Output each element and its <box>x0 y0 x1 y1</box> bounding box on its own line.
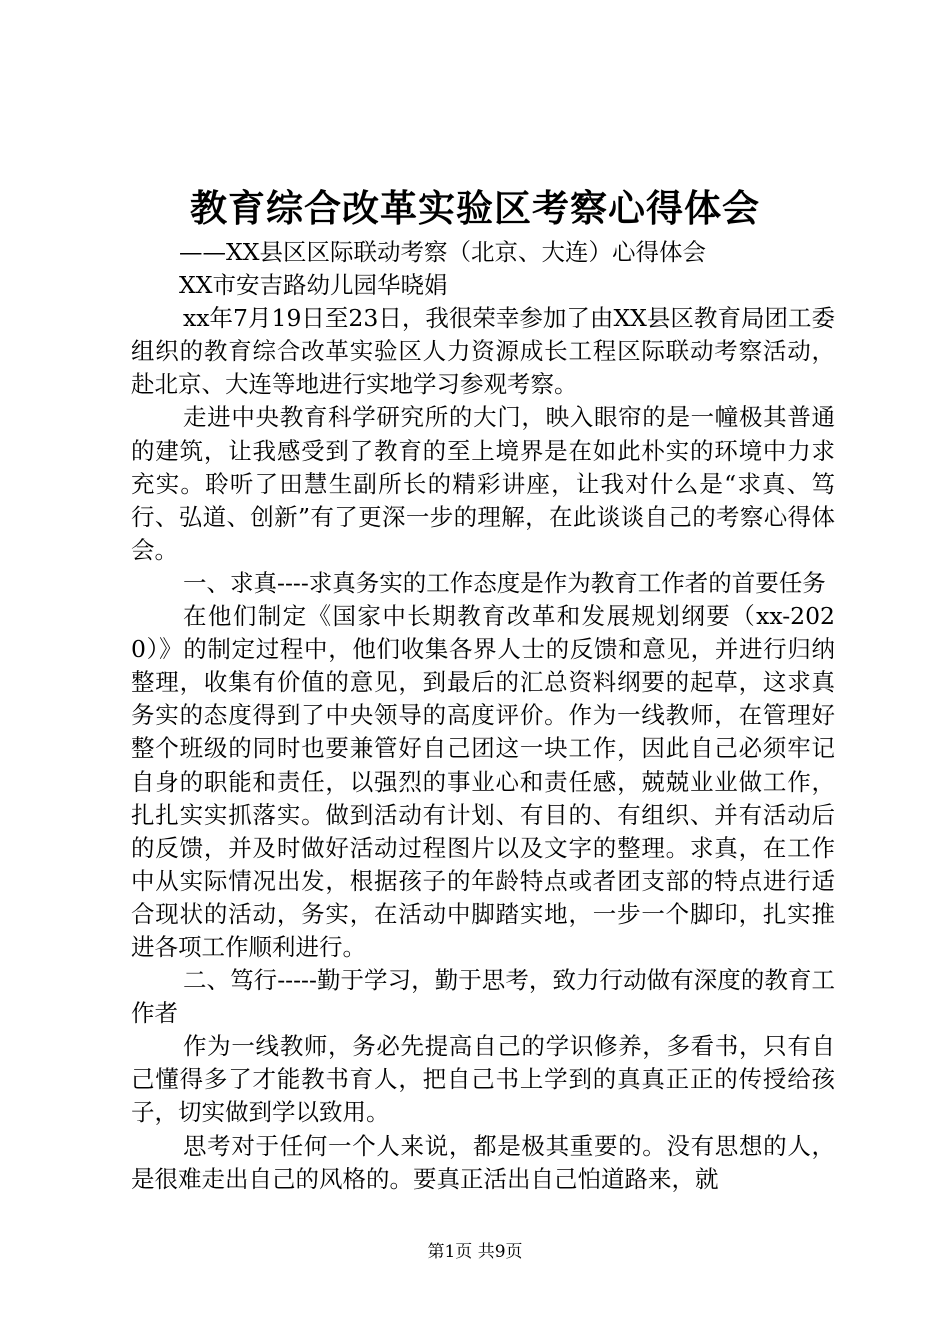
page-footer: 第1页 共9页 <box>427 1242 523 1262</box>
paragraph: 在他们制定《国家中长期教育改革和发展规划纲要（xx-2020）》的制定过程中，他们收集各界人士的反馈和意见，并进行归纳整理，收集有价值的意见，到最后的汇总资料纲要的起草，这求真务实的态度得到了中央领导的高度评价。作为一线教师，在管理好整个班级的同时也要兼管好自己团这一块工作，因此自己必须牢记自身的职能和责任，以强烈的事业心和责任感，兢兢业业做工作，扎扎实实抓落实。做到活动有计划、有目的、有组织、并有活动后的反馈，并及时做好活动过程图片以及文字的整理。求真，在工作中从实际情况出发，根据孩子的年龄特点或者团支部的特点进行适合现状的活动，务实，在活动中脚踏实地，一步一个脚印，扎实推进各项工作顺利进行。 <box>131 602 835 961</box>
paragraph: 作为一线教师，务必先提高自己的学识修养，多看书，只有自己懂得多了才能教书育人，把自己书上学到的真真正正的传授给孩子，切实做到学以致用。 <box>131 1032 835 1127</box>
paragraph: 思考对于任何一个人来说，都是极其重要的。没有思想的人，是很难走出自己的风格的。要真正活出自己怕道路来，就 <box>131 1131 835 1193</box>
paragraph: 走进中央教育科学研究所的大门，映入眼帘的是一幢极其普通的建筑，让我感受到了教育的至上境界是在如此朴实的环境中力求充实。聆听了田慧生副所长的精彩讲座，让我对什么是“求真、笃行、弘道、创新”有了更深一步的理解，在此谈谈自己的考察心得体会。 <box>131 403 835 564</box>
section-heading: 一、求真----求真务实的工作态度是作为教育工作者的首要任务 <box>183 568 826 597</box>
document-title: 教育综合改革实验区考察心得体会 <box>190 186 760 230</box>
paragraph: xx年7月19日至23日，我很荣幸参加了由XX县区教育局团工委组织的教育综合改革实验区人力资源成长工程区际联动考察活动，赴北京、大连等地进行实地学习参观考察。 <box>131 304 835 399</box>
document-author: XX市安吉路幼儿园华晓娟 <box>179 271 448 300</box>
section-heading: 二、笃行-----勤于学习，勤于思考，致力行动做有深度的教育工作者 <box>131 966 835 1028</box>
document-subtitle: ——XX县区区际联动考察（北京、大连）心得体会 <box>179 238 706 266</box>
document-body <box>131 236 835 1196</box>
